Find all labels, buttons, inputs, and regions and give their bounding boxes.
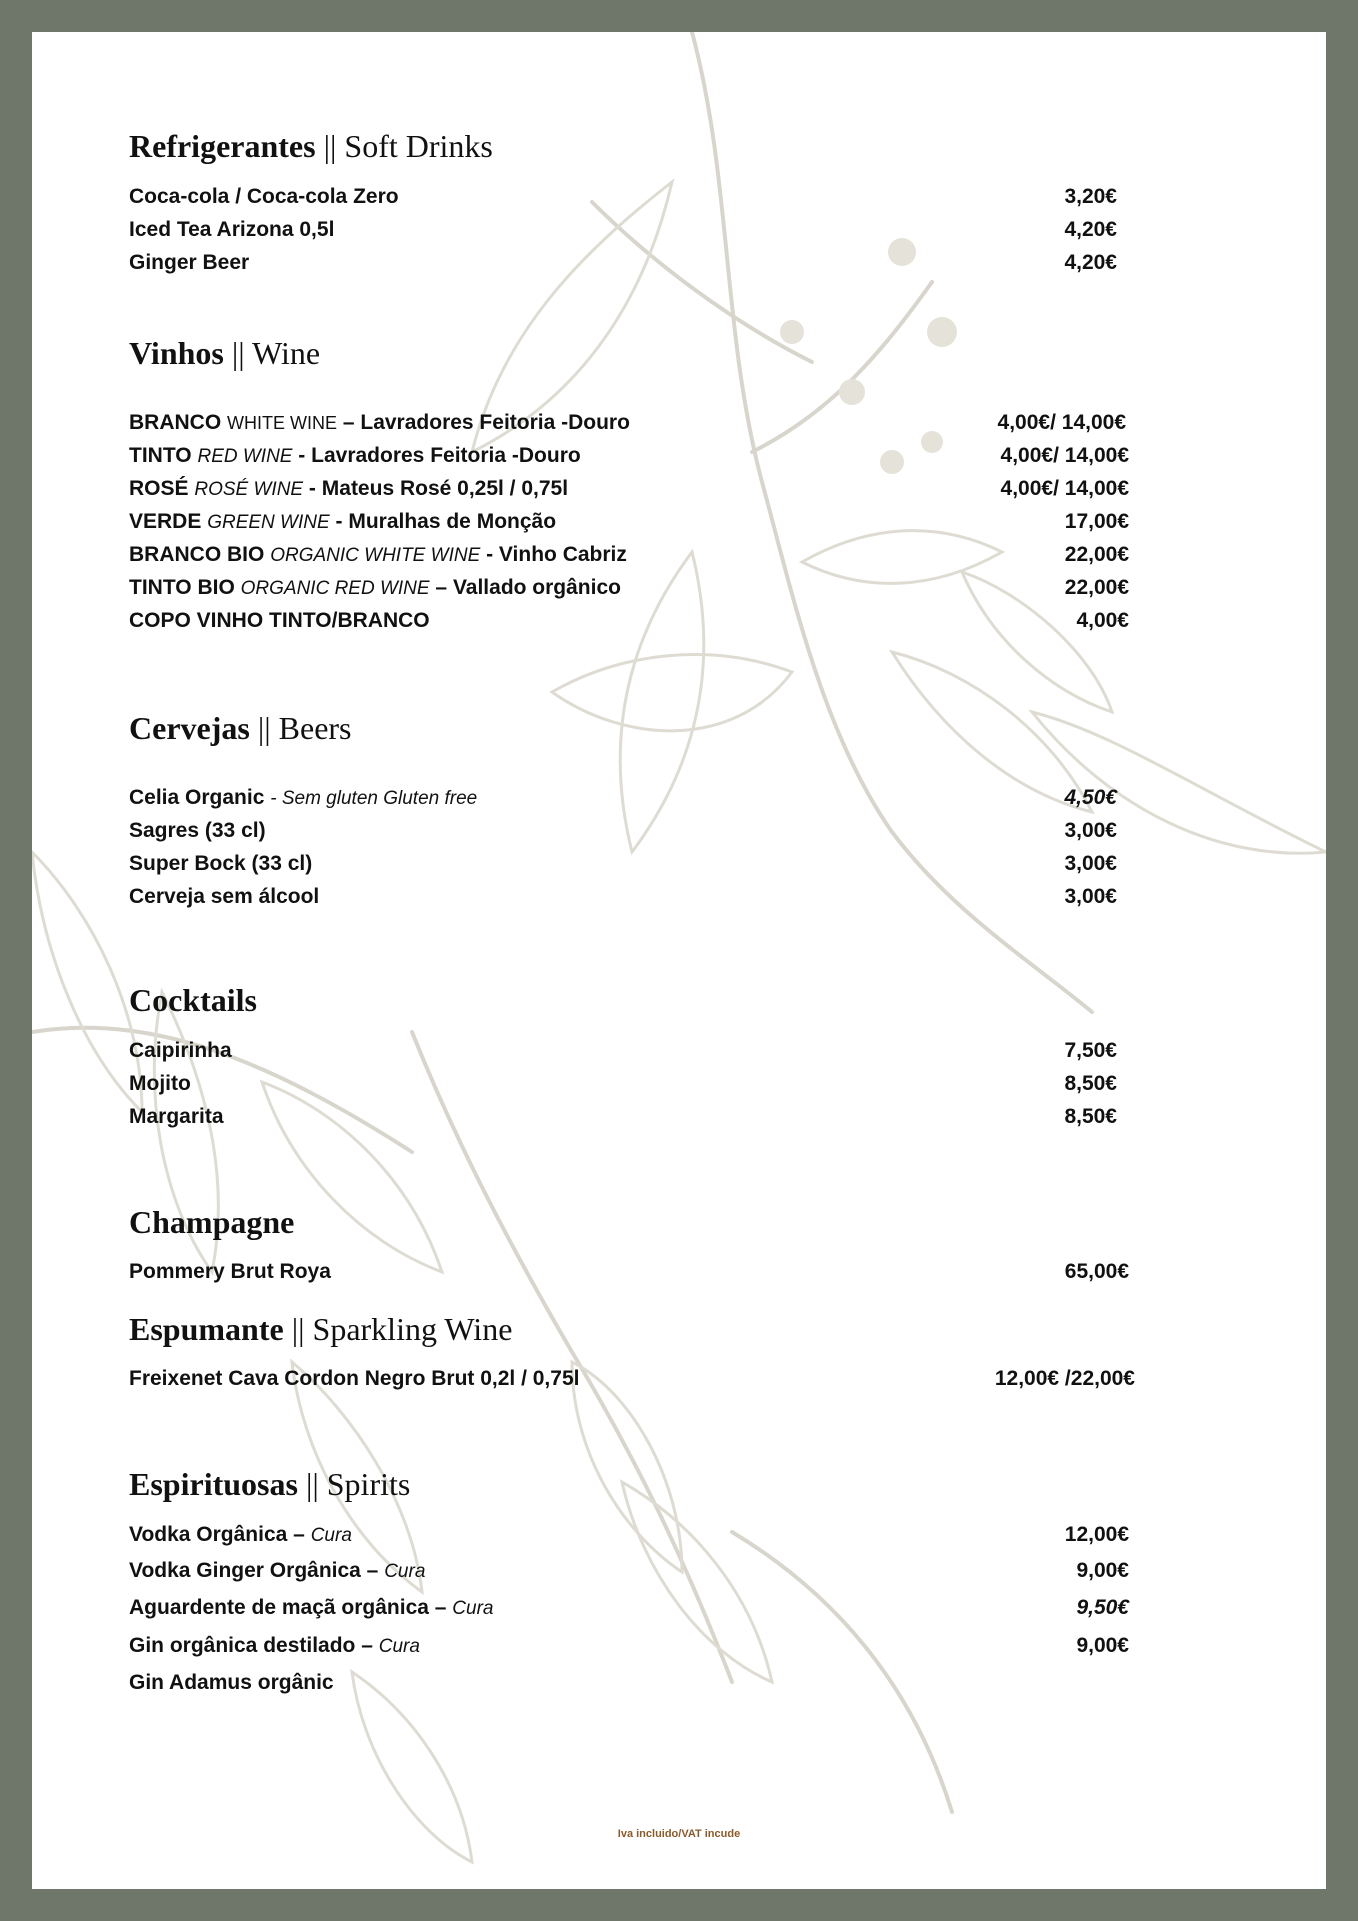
section-title: Espumante: [129, 1311, 284, 1347]
item-price: 4,50€: [1064, 786, 1117, 809]
item-name: Vinho Cabriz: [498, 543, 627, 566]
menu-item: [129, 1596, 1129, 1626]
menu-item: [129, 543, 1129, 573]
item-name: Cerveja sem álcool: [129, 885, 320, 908]
item-price: 4,00€/ 14,00€: [997, 411, 1126, 434]
separator: -: [292, 444, 312, 467]
section-heading-champagne: [129, 1204, 294, 1241]
item-price: 9,00€: [1076, 1559, 1129, 1582]
menu-item: [129, 477, 1129, 507]
item-name: Pommery Brut Roya: [129, 1260, 331, 1283]
item-name: Vallado orgânico: [452, 576, 621, 599]
wine-type: BRANCO: [129, 411, 222, 434]
wine-type: ROSÉ: [129, 477, 189, 500]
menu-item: [129, 1260, 1129, 1290]
wine-type: TINTO: [129, 444, 192, 467]
menu-page: [32, 32, 1326, 1889]
menu-item: [129, 819, 1129, 849]
item-price: 8,50€: [1064, 1105, 1117, 1128]
menu-item: [129, 1671, 1129, 1701]
item-price: 22,00€: [1064, 543, 1129, 566]
menu-item: [129, 1039, 1129, 1069]
wine-type: TINTO BIO: [129, 576, 235, 599]
item-name: Ginger Beer: [129, 251, 250, 274]
item-price: 17,00€: [1064, 510, 1129, 533]
item-price: 3,00€: [1064, 885, 1117, 908]
item-note: Cura: [452, 1598, 494, 1619]
menu-item: [129, 1634, 1129, 1664]
menu-item: [129, 1105, 1129, 1135]
item-name: Mateus Rosé 0,25l / 0,75l: [321, 477, 569, 500]
item-name: Aguardente de maçã orgânica –: [129, 1596, 447, 1619]
menu-item: [129, 576, 1129, 606]
separator: -: [329, 510, 349, 533]
item-name: Lavradores Feitoria -Douro: [360, 411, 630, 434]
item-name: Vodka Ginger Orgânica –: [129, 1559, 379, 1582]
wine-type-english: ORGANIC RED WINE: [240, 578, 430, 599]
item-note: Cura: [384, 1561, 426, 1582]
menu-item: [129, 609, 1129, 639]
item-name: Celia Organic: [129, 786, 265, 809]
item-note: Cura: [310, 1525, 352, 1546]
item-name: Caipirinha: [129, 1039, 232, 1062]
vat-footnote: Iva incluido/VAT incude: [617, 1828, 741, 1840]
menu-item: [129, 1072, 1129, 1102]
item-price: 4,00€/ 14,00€: [1000, 477, 1129, 500]
item-name: Margarita: [129, 1105, 224, 1128]
section-heading-beers: [129, 710, 352, 747]
item-price: 9,00€: [1076, 1634, 1129, 1657]
section-heading-cocktails: [129, 982, 257, 1019]
section-title: Champagne: [129, 1204, 295, 1240]
menu-item: [129, 444, 1129, 474]
menu-item: [129, 885, 1129, 915]
menu-item: [129, 251, 1129, 281]
item-price: 3,20€: [1064, 185, 1117, 208]
item-note: - Sem gluten Gluten free: [270, 788, 478, 809]
menu-item: [129, 411, 1129, 441]
section-title: Espirituosas: [129, 1466, 298, 1502]
menu-item: [129, 1367, 1135, 1397]
separator: –: [429, 576, 453, 599]
item-price: 4,20€: [1064, 251, 1117, 274]
item-name: COPO VINHO TINTO/BRANCO: [129, 609, 430, 632]
section-title: Vinhos: [129, 335, 224, 371]
item-price: 65,00€: [1064, 1260, 1129, 1283]
separator: -: [303, 477, 322, 500]
section-heading-soft-drinks: [129, 128, 493, 165]
menu-item: [129, 786, 1129, 816]
wine-type-english: RED WINE: [197, 446, 293, 467]
wine-type-english: ROSÉ WINE: [194, 479, 304, 500]
menu-item: [129, 185, 1129, 215]
item-name: Freixenet Cava Cordon Negro Brut 0,2l / 0,75l: [129, 1367, 580, 1390]
item-price: 9,50€: [1076, 1596, 1129, 1619]
section-heading-sparkling-wine: [129, 1311, 512, 1348]
item-name: Muralhas de Monção: [348, 510, 557, 533]
item-price: 12,00€: [1064, 1523, 1129, 1546]
menu-item: [129, 510, 1129, 540]
item-note: Cura: [378, 1636, 420, 1657]
menu-item: [129, 1523, 1129, 1553]
item-price: 4,00€/ 14,00€: [1000, 444, 1129, 467]
wine-type: VERDE: [129, 510, 202, 533]
item-price: 7,50€: [1064, 1039, 1117, 1062]
separator: –: [337, 411, 361, 434]
item-price: 12,00€ /22,00€: [994, 1367, 1135, 1390]
wine-type-english: GREEN WINE: [207, 512, 330, 533]
item-name: Vodka Orgânica –: [129, 1523, 305, 1546]
separator: -: [480, 543, 499, 566]
item-price: 4,20€: [1064, 218, 1117, 241]
section-subtitle: || Spirits: [305, 1466, 411, 1502]
item-name: Lavradores Feitoria -Douro: [311, 444, 581, 467]
menu-item: [129, 218, 1129, 248]
item-price: 22,00€: [1064, 576, 1129, 599]
item-name: Iced Tea Arizona 0,5l: [129, 218, 335, 241]
item-price: 8,50€: [1064, 1072, 1117, 1095]
section-subtitle: || Beers: [257, 710, 352, 746]
item-name: Mojito: [129, 1072, 191, 1095]
section-subtitle: || Soft Drinks: [323, 128, 493, 164]
item-price: 3,00€: [1064, 819, 1117, 842]
section-heading-spirits: [129, 1466, 410, 1503]
section-subtitle: || Wine: [231, 335, 321, 371]
menu-item: [129, 1559, 1129, 1589]
section-title: Refrigerantes: [129, 128, 316, 164]
section-heading-wine: [129, 335, 320, 372]
item-price: 3,00€: [1064, 852, 1117, 875]
item-name: Super Bock (33 cl): [129, 852, 313, 875]
item-price: 4,00€: [1076, 609, 1129, 632]
item-name: Coca-cola / Coca-cola Zero: [129, 185, 399, 208]
item-name: Gin orgânica destilado –: [129, 1634, 373, 1657]
wine-type-english: WHITE WINE: [227, 413, 338, 433]
section-title: Cocktails: [129, 982, 257, 1018]
wine-type: BRANCO BIO: [129, 543, 265, 566]
section-title: Cervejas: [129, 710, 250, 746]
wine-type-english: ORGANIC WHITE WINE: [270, 545, 481, 566]
item-name: Gin Adamus orgânic: [129, 1671, 334, 1694]
section-subtitle: || Sparkling Wine: [291, 1311, 513, 1347]
item-name: Sagres (33 cl): [129, 819, 266, 842]
menu-item: [129, 852, 1129, 882]
